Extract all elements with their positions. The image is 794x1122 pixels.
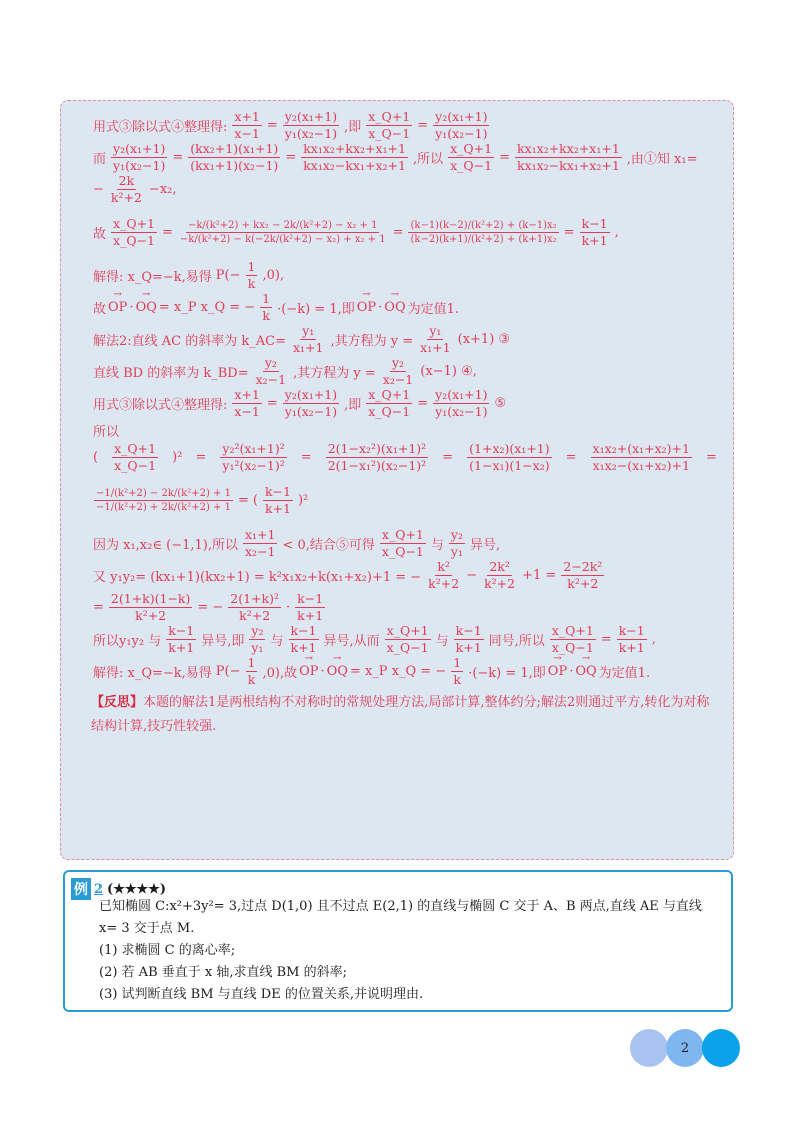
badge-circle-right	[702, 1029, 740, 1067]
solution-line-17: 解得: x_Q=−k,易得 P(− $\frac{1}{k}$ ,0),故 → OP · → OQ = x_P x_Q = − $\frac{1}{k}$ ·(−k) = 1,即 → OP · → OQ 为定值1.	[91, 655, 719, 687]
vector-oq: → OQ	[384, 300, 405, 315]
fraction: $\frac{1}{k}$	[262, 290, 271, 323]
solution-line-9: 用式③除以式④整理得: $\frac{x+1}{x-1}$ = $\frac{\text{y₂(x₁+1)}}{\text{y₁(x₂−1)}}$ ,即 $\frac{x\_Q+1}{x\_Q-1}$ = $\frac{\text{y₂(x₁+1)}}{\text{y₁(x₂−1)}}$ ⑤	[93, 386, 507, 419]
fraction: $\frac{x+1}{x-1}$	[234, 386, 260, 419]
example-panel	[63, 870, 733, 1012]
fraction: $\frac{\text{y₂}}{\text{y₁}}$	[251, 622, 264, 655]
fraction: $\frac{1}{k}$	[247, 258, 256, 291]
solution-panel	[60, 100, 734, 860]
problem-statement: 已知椭圆 C:x²+3y²= 3,过点 D(1,0) 且不过点 E(2,1) 的直线与椭圆 C 交于 A、B 两点,直线 AE 与直线 x= 3 交于点 M.	[99, 899, 702, 936]
fraction: $\frac{x\_Q+1}{x\_Q-1}$	[113, 215, 155, 248]
fraction: $\frac{k-1}{k+1}$	[297, 590, 324, 623]
example-label: 例	[71, 878, 91, 900]
fraction: $\frac{\text{y₁}}{\text{x₁+1}}$	[293, 322, 324, 355]
vector-oq: → OQ	[575, 664, 596, 679]
solution-line-10: 所以	[93, 424, 120, 440]
fraction: $\frac{k-1}{k+1}$	[264, 483, 291, 516]
solution-line-14: 又 y₁y₂= (kx₁+1)(kx₂+1) = k²x₁x₂+k(x₁+x₂)+1 = − $\frac{\text{k²}}{\text{k²+2}}$ − $\frac{\text{2k²}}{\text{k²+2}}$ +1 = $\frac{\text{2−2k²}}{\text{k²+2}}$	[93, 558, 603, 591]
fraction: $\frac{\text{x₁+1}}{\text{x₂−1}}$	[244, 526, 276, 559]
fraction: $\frac{x\_Q+1}{x\_Q-1}$	[551, 622, 594, 655]
fraction: $\frac{\text{y₂}}{\text{y₁}}$	[450, 526, 463, 559]
fraction: $\frac{\text{−1/(k²+2) − 2k/(k²+2) + 1}}{\text{−1/(k²+2) + 2k/(k²+2) + 1}}$	[96, 487, 231, 513]
example-header	[71, 878, 166, 900]
fraction: $\frac{\text{y₂}}{\text{x₂−1}}$	[382, 354, 414, 387]
fraction: $\frac{\text{k²}}{\text{k²+2}}$	[428, 558, 460, 591]
fraction: $\frac{x\_Q+1}{x\_Q-1}$	[381, 526, 424, 559]
solution-line-11: ( $\frac{x\_Q+1}{x\_Q-1}$ )² = $\frac{\text{y₂²(x₁+1)²}}{\text{y₁²(x₂−1)²}}$ = $\frac{\text{2(1−x₂²)(x₁+1)²}}{\text{2(1−x₁²)(x₂−1)²}}$ = $\frac{\text{(1+x₂)(x₁+1)}}{\text{(1−x₁)(1−x₂)}}$ = $\frac{\text{x₁x₂+(x₁+x₂)+1}}{\text{x₁x₂−(x₁+x₂)+1}}$ =	[93, 440, 717, 473]
text: 用式③除以式④整理得:	[93, 119, 228, 135]
vector-oq: → OQ	[136, 300, 157, 315]
page-number: 2	[666, 1029, 704, 1067]
fraction: $\frac{\text{y₂(x₁+1)}}{\text{y₁(x₂−1)}}$	[284, 386, 338, 419]
vector-op: → OP	[357, 300, 376, 315]
difficulty-stars: (★★★★)	[107, 881, 166, 897]
example-body	[99, 896, 719, 1006]
fraction: $\frac{\text{(1+x₂)(x₁+1)}}{\text{(1−x₁)(1−x₂)}}$	[469, 440, 550, 473]
fraction: $\frac{k-1}{k+1}$	[455, 622, 482, 655]
fraction: $\frac{1}{k}$	[453, 654, 462, 687]
solution-line-1: 用式③除以式④整理得: $\frac{x+1}{x-1}$ = $\frac{\text{y₂(x₁+1)}}{\text{y₁(x₂−1)}}$ ,即 $\frac{x\_Q+1}{x\_Q-1}$ = $\frac{\text{y₂(x₁+1)}}{\text{y₁(x₂−1)}}$	[93, 108, 488, 141]
fraction: $\frac{k-1}{k+1}$	[290, 622, 317, 655]
fraction: $\frac{\text{(k−1)(k−2)/(k²+2) + (k−1)x₂}}{\text{(k−2)(k+1)/(k²+2) + (k+1)x₂}}$	[410, 219, 557, 245]
fraction: $\frac{x\_Q+1}{x\_Q-1}$	[368, 108, 411, 141]
question-3: (3) 试判断直线 BM 与直线 DE 的位置关系,并说明理由.	[99, 987, 424, 1002]
reflection-text: 本题的解法1是两根结构不对称时的常规处理方法,局部计算,整体约分;解法2则通过平方,转化为对称结构计算,技巧性较强.	[91, 695, 710, 734]
fraction: $\frac{\text{y₂(x₁+1)}}{\text{y₁(x₂−1)}}$	[435, 108, 488, 141]
badge-circle-left	[630, 1029, 668, 1067]
reflection-tag: 【反思】	[91, 695, 144, 710]
vector-op: → OP	[299, 664, 318, 679]
fraction: $\frac{k-1}{k+1}$	[618, 622, 645, 655]
solution-line-7: 解法2:直线 AC 的斜率为 k_AC= $\frac{\text{y₁}}{\text{x₁+1}}$ ,其方程为 y = $\frac{\text{y₁}}{\text{x₁+1}}$ (x+1) ③	[93, 322, 511, 355]
vector-oq: → OQ	[327, 664, 348, 679]
fraction: $\frac{\text{kx₁x₂+kx₂+x₁+1}}{\text{kx₁x₂−kx₁+x₂+1}}$	[303, 140, 406, 173]
fraction: $\frac{x\_Q+1}{x\_Q-1}$	[368, 386, 411, 419]
question-1: (1) 求椭圆 C 的离心率;	[99, 943, 236, 958]
fraction: $\frac{\text{2(1−x₂²)(x₁+1)²}}{\text{2(1−x₁²)(x₂−1)²}}$	[327, 440, 427, 473]
question-2: (2) 若 AB 垂直于 x 轴,求直线 BM 的斜率;	[99, 965, 347, 980]
solution-line-5: 解得: x_Q=−k,易得 P(− $\frac{1}{k}$ ,0),	[93, 258, 285, 291]
solution-line-6: 故 → OP · → OQ = x_P x_Q = − $\frac{1}{k}$ ·(−k) = 1,即 → OP · → OQ 为定值1.	[91, 291, 719, 323]
fraction: $\frac{\text{y₂}}{\text{x₂−1}}$	[255, 354, 287, 387]
solution-line-13: 因为 x₁,x₂∈ (−1,1),所以 $\frac{\text{x₁+1}}{\text{x₂−1}}$ < 0,结合⑤可得 $\frac{x\_Q+1}{x\_Q-1}$ 与 $\frac{\text{y₂}}{\text{y₁}}$ 异号,	[93, 526, 501, 559]
fraction: $\frac{1}{k}$	[247, 654, 256, 687]
solution-line-2: 而 $\frac{\text{y₂(x₁+1)}}{\text{y₁(x₂−1)}}$ = $\frac{\text{(kx₂+1)(x₁+1)}}{\text{(kx₁+1)(x₂−1)}}$ = $\frac{\text{kx₁x₂+kx₂+x₁+1}}{\text{kx₁x₂−kx₁+x₂+1}}$ ,所以 $\frac{x\_Q+1}{x\_Q-1}$ = $\frac{\text{kx₁x₂+kx₂+x₁+1}}{\text{kx₁x₂−kx₁+x₂+1}}$ ,由①知 x₁=	[93, 140, 698, 173]
page-number-badge	[630, 1029, 750, 1067]
solution-line-4: 故 $\frac{x\_Q+1}{x\_Q-1}$ = $\frac{\text{−k/(k²+2) + kx₂ − 2k/(k²+2) − x₂ + 1}}{\text{−k/(k²+2) − k(−2k/(k²+2) − x₂) + x₂ + 1}}$ = $\frac{\text{(k−1)(k−2)/(k²+2) + (k−1)x₂}}{\text{(k−2)(k+1)/(k²+2) + (k+1)x₂}}$ = $\frac{k-1}{k+1}$ ,	[93, 215, 619, 248]
fraction: $\frac{\text{x₁x₂+(x₁+x₂)+1}}{\text{x₁x₂−(x₁+x₂)+1}}$	[592, 440, 690, 473]
solution-line-8: 直线 BD 的斜率为 k_BD= $\frac{\text{y₂}}{\text{x₂−1}}$ ,其方程为 y = $\frac{\text{y₂}}{\text{x₂−1}}$ (x−1) ④,	[93, 354, 477, 387]
fraction: $\frac{k-1}{k+1}$	[168, 622, 195, 655]
reflection-note	[91, 691, 719, 739]
fraction: $\frac{\text{y₂(x₁+1)}}{\text{y₁(x₂−1)}}$	[113, 140, 166, 173]
vector-op: → OP	[548, 664, 567, 679]
solution-line-12: $\frac{\text{−1/(k²+2) − 2k/(k²+2) + 1}}{\text{−1/(k²+2) + 2k/(k²+2) + 1}}$ = ( $\frac{k-1}{k+1}$ )²	[96, 483, 309, 516]
fraction: $\frac{\text{y₂²(x₁+1)²}}{\text{y₁²(x₂−1)²}}$	[222, 440, 285, 473]
fraction: $\frac{x\_Q+1}{x\_Q-1}$	[114, 440, 157, 473]
solution-line-16: 所以y₁y₂ 与 $\frac{k-1}{k+1}$ 异号,即 $\frac{\text{y₂}}{\text{y₁}}$ 与 $\frac{k-1}{k+1}$ 异号,从而 $\frac{x\_Q+1}{x\_Q-1}$ 与 $\frac{k-1}{k+1}$ 同号,所以 $\frac{x\_Q+1}{x\_Q-1}$ = $\frac{k-1}{k+1}$ ,	[93, 622, 656, 655]
fraction: $\frac{\text{2(1+k)²}}{\text{k²+2}}$	[230, 590, 280, 623]
solution-line-15: = $\frac{2(1+k)(1-k)}{\text{k²+2}}$ = − $\frac{\text{2(1+k)²}}{\text{k²+2}}$ · $\frac{k-1}{k+1}$	[93, 590, 324, 623]
fraction: $\frac{\text{(kx₂+1)(x₁+1)}}{\text{(kx₁+1)(x₂−1)}}$	[190, 140, 279, 173]
fraction: $\frac{x+1}{x-1}$	[234, 108, 260, 141]
fraction: $\frac{\text{y₂(x₁+1)}}{\text{y₁(x₂−1)}}$	[284, 108, 338, 141]
fraction: $\frac{\text{y₁}}{\text{x₁+1}}$	[420, 322, 451, 355]
solution-line-3: − $\frac{2k}{\text{k²+2}}$ −x₂,	[93, 172, 177, 205]
fraction: $\frac{\text{kx₁x₂+kx₂+x₁+1}}{\text{kx₁x₂−kx₁+x₂+1}}$	[517, 140, 620, 173]
example-number: 2	[94, 881, 104, 897]
vector-op: → OP	[108, 300, 127, 315]
fraction: $\frac{x\_Q+1}{x\_Q-1}$	[450, 140, 493, 173]
fraction: $\frac{x\_Q+1}{x\_Q-1}$	[386, 622, 429, 655]
fraction: $\frac{\text{−k/(k²+2) + kx₂ − 2k/(k²+2) − x₂ + 1}}{\text{−k/(k²+2) − k(−2k/(k²+2) − x₂) + x₂ + 1}}$	[179, 219, 386, 245]
fraction: $\frac{k-1}{k+1}$	[581, 215, 608, 248]
fraction: $\frac{\text{2−2k²}}{\text{k²+2}}$	[563, 558, 603, 591]
fraction: $\frac{2(1+k)(1-k)}{\text{k²+2}}$	[110, 590, 191, 623]
fraction: $\frac{\text{y₂(x₁+1)}}{\text{y₁(x₂−1)}}$	[435, 386, 488, 419]
fraction: $\frac{\text{2k²}}{\text{k²+2}}$	[484, 558, 516, 591]
fraction: $\frac{2k}{\text{k²+2}}$	[110, 172, 142, 205]
